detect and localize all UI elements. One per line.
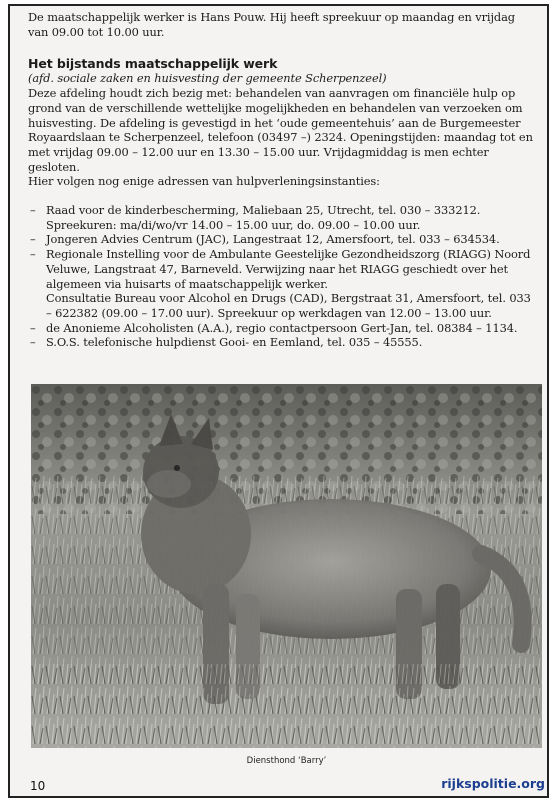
section-heading: Het bijstands maatschappelijk werk [28,56,278,72]
address-item: – Raad voor de kinderbescherming, Maliebaan 25, Utrecht, tel. 030 – 333212. Spreekuren: ma/di/wo/vr 14.00 – 15.00 uur, do. 09.00 – 10.00 uur. [28,203,538,232]
article-text [28,10,538,350]
intro-paragraph: De maatschappelijk werker is Hans Pouw. Hij heeft spreekuur op maandag en vrijdag van 09.00 tot 10.00 uur. [28,10,515,39]
address-item: – Regionale Instelling voor de Ambulante Geestelijke Gezondheidszorg (RIAGG) Noord Veluwe, Langstraat 47, Barneveld. Verwijzing naar het RIAGG geschiedt over het algemeen via huisarts of maatschappelijk werker. [28,247,538,291]
address-item: – S.O.S. telefonische hulpdienst Gooi- en Eemland, tel. 035 – 45555. [28,335,538,350]
address-item: Consultatie Bureau voor Alcohol en Drugs (CAD), Bergstraat 31, Amersfoort, tel. 033 – 622382 (09.00 – 17.00 uur). Spreekuur op werkdagen van 12.00 – 13.00 uur. [46,291,531,320]
section-subheading: (afd. sociale zaken en huisvesting der gemeente Scherpenzeel) [28,71,387,86]
address-list [28,203,538,350]
section-lead: Hier volgen nog enige adressen van hulpverleningsinstanties: [28,174,380,189]
address-item: – Jongeren Advies Centrum (JAC), Langestraat 12, Amersfoort, tel. 033 – 634534. [28,232,538,247]
address-item: – de Anonieme Alcoholisten (A.A.), regio contactpersoon Gert-Jan, tel. 08384 – 1134. [28,321,538,336]
watermark-link[interactable]: rijkspolitie.org [441,776,545,791]
dog-photo [31,384,542,748]
section-body: Deze afdeling houdt zich bezig met: behandelen van aanvragen om financiële hulp op grond van de verschillende wettelijke mogelijkheden en behandelen van verzoeken om huisvesting. De afdeling is gevestigd in het ‘oude gemeentehuis’ aan de Burgemeester Royaardslaan te Scherpenzeel, telefoon (03497 –) 2324. Openingstijden: maandag tot en met vrijdag 09.00 – 12.00 uur en 13.30 – 15.00 uur. Vrijdagmiddag is men echter gesloten. [28,86,533,174]
page-number: 10 [30,779,46,793]
photo-caption: Diensthond ‘Barry’ [246,756,327,766]
